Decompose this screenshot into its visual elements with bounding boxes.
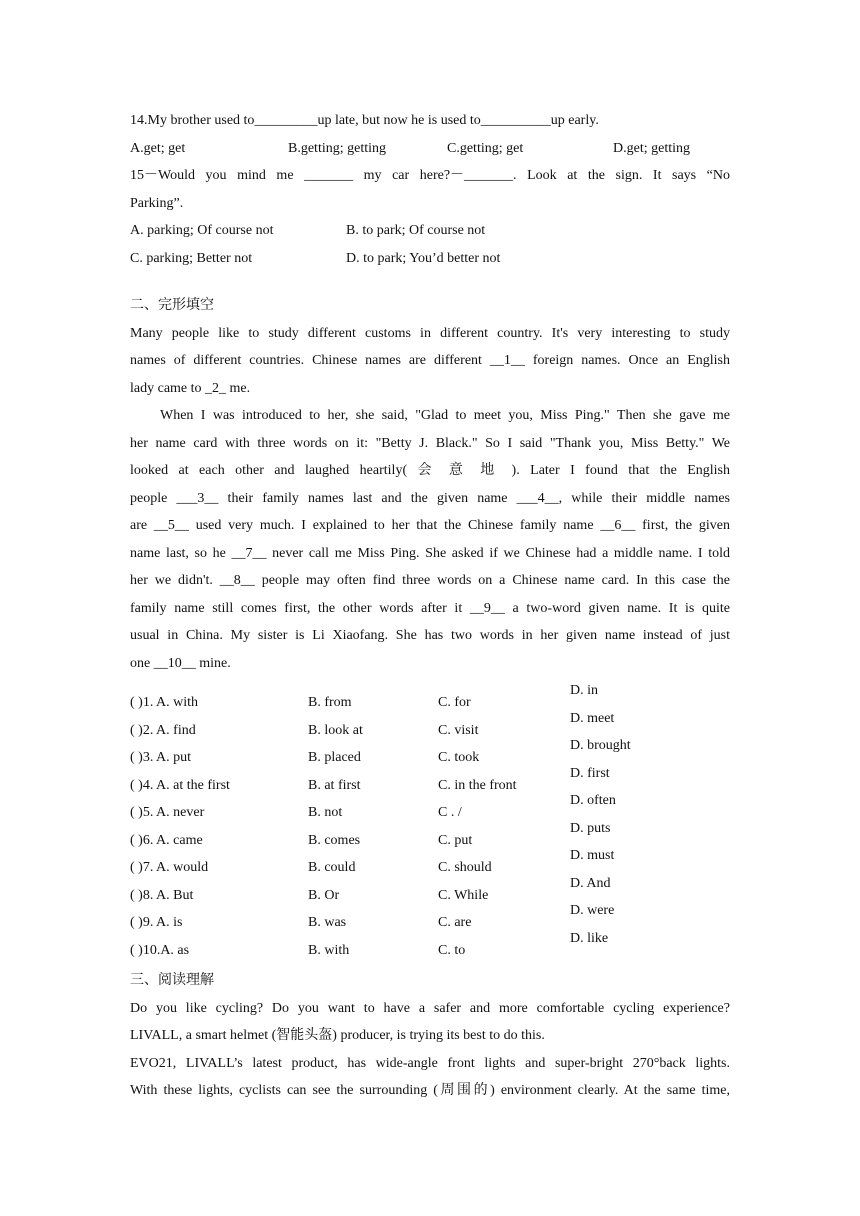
reading-line3: EVO21, LIVALL’s latest product, has wide-angle front lights and super-bright 270°back lights. <box>130 1055 730 1071</box>
cloze-question-row <box>130 799 730 827</box>
section-2-title: 二、完形填空 <box>130 297 214 313</box>
q14-stem-c: up early. <box>550 113 599 128</box>
q15-option-a: A. parking; Of course not <box>130 223 274 238</box>
option-b: B. from <box>308 695 352 710</box>
question-14-stem <box>130 107 730 135</box>
cloze-question-row <box>130 882 730 910</box>
option-d: D. And <box>570 875 611 891</box>
cloze-question-row <box>130 937 730 965</box>
option-b: B. comes <box>308 832 361 848</box>
reading-line4: With these lights, cyclists can see the surrounding (周围的) environment clearly. At the same time, <box>130 1083 730 1098</box>
option-c: C. should <box>438 860 492 875</box>
question-14-options <box>130 135 730 163</box>
cloze-question-row <box>130 717 730 745</box>
option-d: D. puts <box>570 820 611 836</box>
q14-option-b: B.getting; getting <box>288 140 386 156</box>
q14-option-c: C.getting; get <box>447 140 524 156</box>
reading-line2: LIVALL, a smart helmet (智能头盔) producer, is trying its best to do this. <box>130 1028 545 1043</box>
question-15-stem-line2: Parking”. <box>130 195 184 211</box>
option-c: C . / <box>438 805 462 820</box>
question-number: ( )5. A. never <box>130 805 205 820</box>
option-b: B. could <box>308 860 356 875</box>
q14-blank-2: __________ <box>480 113 551 128</box>
cloze-p2-line9: usual in China. My sister is Li Xiaofang. She has two words in her given name instead of just <box>130 628 730 643</box>
question-number: ( )1. A. with <box>130 695 199 710</box>
cloze-p2-line1: When I was introduced to her, she said, "Glad to meet you, Miss Ping." Then she gave me <box>160 408 730 423</box>
option-d: D. meet <box>570 710 615 726</box>
option-b: B. not <box>308 805 343 820</box>
question-number: ( )6. A. came <box>130 832 203 848</box>
q15-option-b: B. to park; Of course not <box>346 223 486 238</box>
question-number: ( )10.A. as <box>130 942 190 958</box>
cloze-p2-line3: looked at each other and laughed heartily( 会 意 地 ). Later I found that the English <box>130 463 730 478</box>
option-d: D. were <box>570 903 615 918</box>
cloze-question-row <box>130 827 730 855</box>
option-b: B. was <box>308 915 347 930</box>
cloze-question-row <box>130 854 730 882</box>
question-15-options-row1 <box>130 217 730 245</box>
option-b: B. look at <box>308 722 363 738</box>
option-c: C. in the front <box>438 777 517 793</box>
question-number: ( )7. A. would <box>130 860 209 875</box>
cloze-p2-line6: name last, so he __7__ never call me Miss Ping. She asked if we Chinese had a middle name. I told <box>130 545 730 561</box>
section-3-title: 三、阅读理解 <box>130 972 214 988</box>
q15-option-d: D. to park; You’d better not <box>346 250 501 266</box>
document-page <box>130 107 730 1105</box>
q14-stem-a: 14.My brother used to <box>130 113 255 128</box>
question-number: ( )4. A. at the first <box>130 777 230 793</box>
option-b: B. Or <box>308 887 340 903</box>
cloze-p2-line8: family name still comes first, the other words after it __9__ a two-word given name. It is quite <box>130 600 730 616</box>
option-b: B. placed <box>308 750 361 765</box>
option-d: D. often <box>570 793 616 808</box>
cloze-question-row <box>130 744 730 772</box>
cloze-question-row <box>130 909 730 937</box>
cloze-p1-line3: lady came to _2_ me. <box>130 380 251 396</box>
option-d: D. must <box>570 848 615 863</box>
cloze-p1-line2: names of different countries. Chinese names are different __1__ foreign names. Once an English <box>130 353 730 368</box>
reading-line1: Do you like cycling? Do you want to have a safer and more comfortable cycling experience? <box>130 1000 730 1016</box>
cloze-p1-line1: Many people like to study different customs in different country. It's very interesting to study <box>130 325 730 341</box>
option-d: D. brought <box>570 738 631 753</box>
question-15-options-row2 <box>130 245 730 273</box>
option-c: C. put <box>438 832 473 848</box>
option-b: B. with <box>308 942 350 958</box>
option-b: B. at first <box>308 777 361 793</box>
cloze-question-row <box>130 772 730 800</box>
option-d: D. in <box>570 683 598 698</box>
cloze-p2-line7: her we didn't. __8__ people may often find three words on a Chinese name card. In this case the <box>130 573 730 588</box>
cloze-p2-line2: her name card with three words on it: "Betty J. Black." So I said "Thank you, Miss Betty." We <box>130 435 730 451</box>
question-15-stem-line1: 15－Would you mind me _______ my car here?－_______. Look at the sign. It says “No <box>130 168 730 183</box>
cloze-question-row <box>130 689 730 717</box>
q14-blank-1: _________ <box>254 113 318 128</box>
cloze-p2-line5: are __5__ used very much. I explained to her that the Chinese family name __6__ first, the given <box>130 518 730 533</box>
question-number: ( )2. A. find <box>130 722 196 738</box>
question-number: ( )3. A. put <box>130 750 192 765</box>
option-c: C. visit <box>438 722 479 738</box>
option-c: C. While <box>438 887 489 903</box>
q15-option-c: C. parking; Better not <box>130 250 253 266</box>
question-number: ( )8. A. But <box>130 887 194 903</box>
option-d: D. first <box>570 765 610 781</box>
q14-option-d: D.get; getting <box>613 140 690 156</box>
cloze-p2-line10: one __10__ mine. <box>130 655 231 671</box>
option-d: D. like <box>570 930 609 946</box>
option-c: C. are <box>438 915 472 930</box>
cloze-p2-line4: people ___3__ their family names last and the given name ___4__, while their middle names <box>130 490 730 506</box>
cloze-options-table <box>130 683 730 965</box>
q14-stem-b: up late, but now he is used to <box>317 113 481 128</box>
option-c: C. for <box>438 695 471 710</box>
option-c: C. took <box>438 750 480 765</box>
cloze-option-d-column <box>570 677 631 952</box>
option-c: C. to <box>438 942 466 958</box>
question-number: ( )9. A. is <box>130 915 183 930</box>
q14-option-a: A.get; get <box>130 140 186 156</box>
